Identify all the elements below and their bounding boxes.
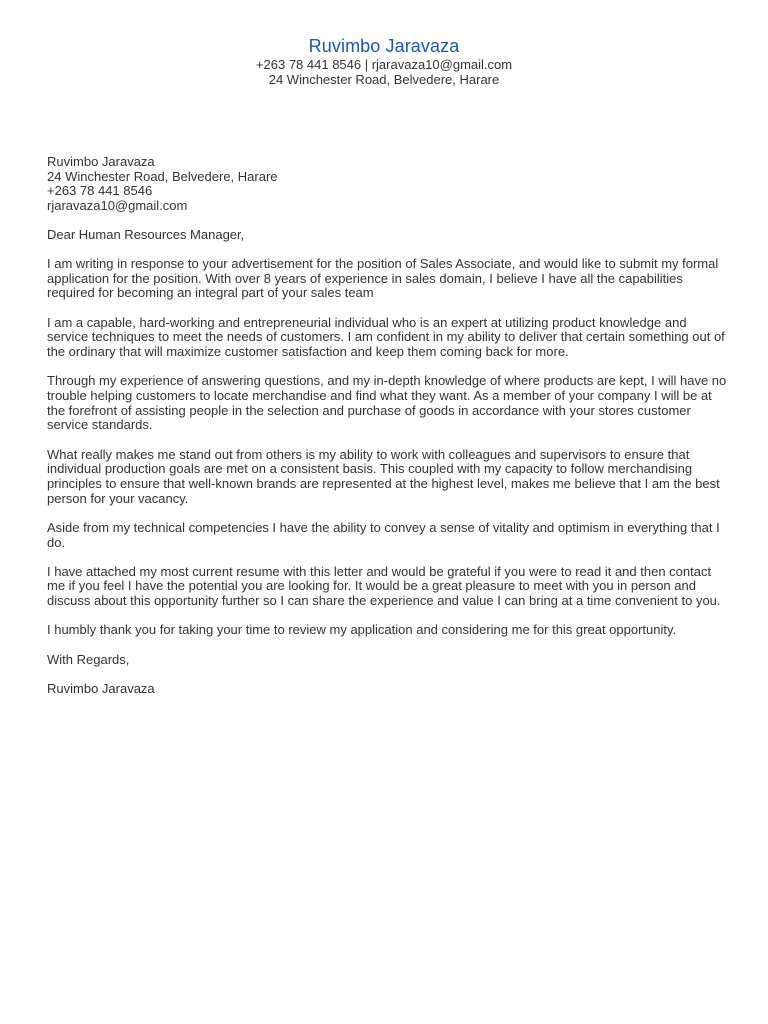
recipient-email: rjaravaza10@gmail.com bbox=[47, 198, 188, 214]
body-paragraph: Through my experience of answering questions, and my in-depth knowledge of where products are kept, I will have no trouble helping customers to locate merchandise and find what they want. As a member of your company I will be at the forefront of assisting people in the selection and purchase of goods in accordance with your stores customer service standards. bbox=[47, 373, 727, 433]
body-paragraph: I am a capable, hard-working and entrepreneurial individual who is an expert at utilizing product knowledge and service techniques to meet the needs of customers. I am confident in my ability to deliver that certain something out of the ordinary that will maximize customer satisfaction and keep them coming back for more. bbox=[47, 314, 725, 360]
sender-name-heading: Ruvimbo Jaravaza bbox=[308, 36, 460, 56]
sender-contact-line: +263 78 441 8546 | rjaravaza10@gmail.com bbox=[255, 57, 513, 72]
body-paragraph: I am writing in response to your advertisement for the position of Sales Associate, and would like to submit my formal application for the position. With over 8 years of experience in sales domain, I believe I have all the capabilities required for becoming an integral part of your sales team bbox=[47, 256, 719, 301]
body-paragraph: What really makes me stand out from others is my ability to work with colleagues and supervisors to ensure that individual production goals are met on a consistent basis. This coupled with my capacity to follow merchandising principles to ensure that well-known brands are represented at the highest level, makes me believe that I am the best person for your vacancy. bbox=[47, 446, 720, 506]
body-paragraph: I have attached my most current resume with this letter and would be grateful if you were to read it and then contact me if you feel I have the potential you are looking for. It would be a great pleasure to meet with you in person and discuss about this opportunity further so I can share the experience and value I can bring at a time convenient to you. bbox=[47, 563, 721, 609]
salutation: Dear Human Resources Manager, bbox=[47, 226, 245, 242]
body-paragraph: I humbly thank you for taking your time to review my application and considering me for this great opportunity. bbox=[47, 622, 677, 638]
recipient-block bbox=[47, 155, 728, 214]
body-paragraph: Aside from my technical competencies I have the ability to convey a sense of vitality and optimism in everything that I do. bbox=[47, 519, 720, 550]
recipient-address: 24 Winchester Road, Belvedere, Harare bbox=[47, 168, 278, 184]
recipient-name: Ruvimbo Jaravaza bbox=[47, 154, 155, 169]
recipient-phone: +263 78 441 8546 bbox=[47, 183, 153, 199]
signature-name: Ruvimbo Jaravaza bbox=[47, 680, 155, 696]
sender-address-line: 24 Winchester Road, Belvedere, Harare bbox=[268, 72, 500, 87]
letter-header bbox=[0, 0, 768, 87]
closing-line: With Regards, bbox=[47, 651, 130, 667]
